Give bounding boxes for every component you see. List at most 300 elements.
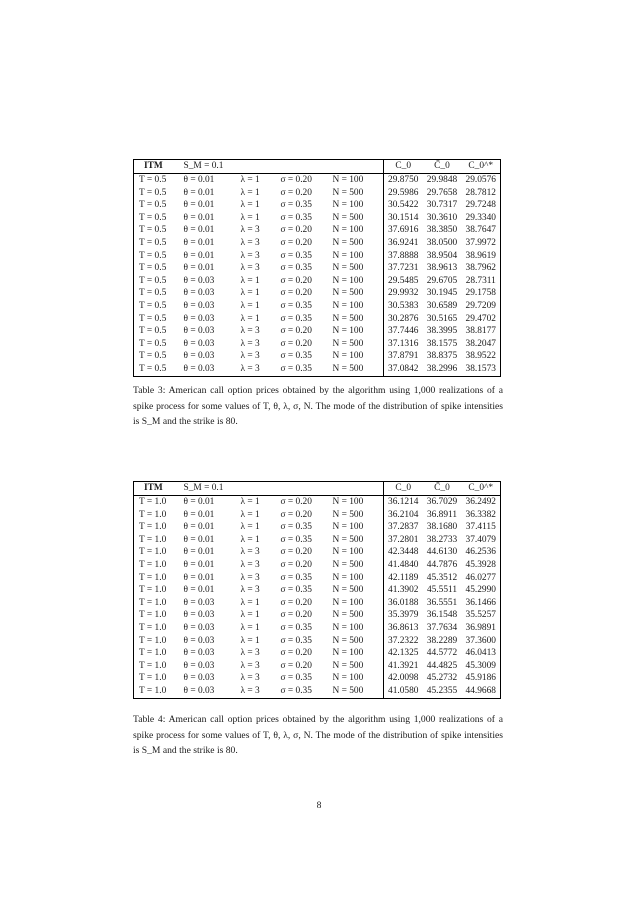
maturity-cell: T = 1.0	[134, 672, 184, 685]
table-row	[134, 660, 501, 673]
c0-cell: 41.0580	[384, 685, 423, 698]
lambda-cell: λ = 1	[240, 175, 260, 185]
c0-star-cell: 37.3600	[462, 635, 501, 648]
c0-cell: 37.2837	[384, 521, 423, 534]
table-row	[134, 496, 501, 509]
theta-cell: θ = 0.01	[183, 572, 215, 583]
c0-star-cell: 46.0413	[462, 647, 501, 660]
c0-bar-cell: 38.1575	[426, 338, 458, 349]
lambda-cell: λ = 3	[240, 585, 260, 596]
n-cell: N = 500	[332, 288, 364, 299]
n-cell: N = 500	[332, 509, 364, 520]
n-cell: N = 500	[332, 187, 364, 198]
maturity-cell: T = 1.0	[134, 546, 184, 559]
n-cell: N = 500	[332, 585, 364, 596]
c0-cell: 41.4840	[384, 559, 423, 572]
lambda-cell: λ = 1	[240, 622, 260, 633]
c0-bar-cell: 30.1945	[426, 288, 458, 299]
c0-star-cell: 38.1573	[462, 363, 501, 376]
c0-cell: 42.0098	[384, 672, 423, 685]
maturity-cell: T = 0.5	[134, 363, 184, 376]
table-row	[134, 609, 501, 622]
c0-bar-cell: 38.1680	[426, 522, 458, 533]
sigma-cell: σ = 0.35	[280, 534, 312, 545]
header-c0: C_0	[384, 482, 423, 496]
sigma-cell: σ = 0.20	[280, 509, 312, 520]
table-row	[134, 559, 501, 572]
header-c0-star: C_0^*	[462, 482, 501, 496]
lambda-cell: λ = 1	[240, 200, 260, 211]
lambda-cell: λ = 3	[240, 338, 260, 349]
c0-star-cell: 38.8177	[462, 325, 501, 338]
maturity-cell: T = 0.5	[134, 199, 184, 212]
sigma-cell: σ = 0.20	[280, 237, 312, 248]
maturity-cell: T = 0.5	[134, 338, 184, 351]
header-c0-bar: C̄_0	[423, 482, 462, 496]
theta-cell: θ = 0.03	[183, 351, 215, 362]
c0-cell: 30.5383	[384, 300, 423, 313]
c0-cell: 42.1189	[384, 572, 423, 585]
sigma-cell: σ = 0.35	[280, 263, 312, 274]
c0-cell: 36.8613	[384, 622, 423, 635]
lambda-cell: λ = 1	[240, 534, 260, 545]
c0-star-cell: 38.7962	[462, 262, 501, 275]
sigma-cell: σ = 0.35	[280, 522, 312, 533]
c0-cell: 37.8888	[384, 250, 423, 263]
table-row	[134, 350, 501, 363]
table-4	[133, 481, 500, 699]
maturity-cell: T = 1.0	[134, 660, 184, 673]
maturity-cell: T = 1.0	[134, 509, 184, 522]
maturity-cell: T = 0.5	[134, 262, 184, 275]
table-row	[134, 509, 501, 522]
lambda-cell: λ = 1	[240, 275, 260, 286]
c0-bar-cell: 38.2733	[426, 534, 458, 545]
c0-bar-cell: 44.4825	[426, 660, 458, 671]
theta-cell: θ = 0.01	[183, 250, 215, 261]
c0-bar-cell: 36.1548	[426, 610, 458, 621]
n-cell: N = 500	[332, 635, 364, 646]
c0-star-cell: 45.9186	[462, 672, 501, 685]
n-cell: N = 500	[333, 363, 384, 376]
maturity-cell: T = 1.0	[134, 622, 184, 635]
table-3-grid	[133, 159, 501, 377]
sigma-cell: σ = 0.20	[280, 497, 312, 507]
table-row	[134, 534, 501, 547]
sigma-cell: σ = 0.20	[280, 547, 312, 558]
c0-star-cell: 29.3340	[462, 212, 501, 225]
c0-cell: 36.0188	[384, 597, 423, 610]
c0-cell: 37.7446	[384, 325, 423, 338]
c0-bar-cell: 44.6130	[426, 547, 458, 558]
header-itm: ITM	[134, 482, 184, 496]
n-cell: N = 500	[332, 660, 364, 671]
lambda-cell: λ = 1	[240, 597, 260, 608]
c0-bar-cell: 44.5772	[426, 648, 458, 659]
theta-cell: θ = 0.01	[183, 200, 215, 211]
table-row	[134, 521, 501, 534]
theta-cell: θ = 0.01	[183, 175, 215, 185]
table-row	[134, 622, 501, 635]
sigma-cell: σ = 0.35	[280, 250, 312, 261]
n-cell: N = 500	[332, 263, 364, 274]
theta-cell: θ = 0.01	[183, 585, 215, 596]
c0-cell: 37.7231	[384, 262, 423, 275]
n-cell: N = 100	[332, 175, 364, 185]
c0-star-cell: 44.9668	[462, 685, 501, 698]
c0-star-cell: 38.9619	[462, 250, 501, 263]
header-c0-bar: C̄_0	[423, 160, 462, 174]
c0-cell: 30.5422	[384, 199, 423, 212]
table-row	[134, 224, 501, 237]
c0-star-cell: 36.3382	[462, 509, 501, 522]
c0-cell: 29.8750	[384, 174, 423, 187]
theta-cell: θ = 0.01	[183, 559, 215, 570]
table-row	[134, 174, 501, 187]
theta-cell: θ = 0.03	[183, 635, 215, 646]
lambda-cell: λ = 3	[240, 572, 260, 583]
c0-star-cell: 36.9891	[462, 622, 501, 635]
maturity-cell: T = 1.0	[134, 521, 184, 534]
lambda-cell: λ = 3	[241, 685, 281, 698]
table-row	[134, 363, 501, 376]
lambda-cell: λ = 3	[240, 326, 260, 337]
sigma-cell: σ = 0.20	[280, 559, 312, 570]
c0-bar-cell: 29.7658	[426, 187, 458, 198]
c0-bar-cell: 36.7029	[426, 497, 458, 507]
lambda-cell: λ = 1	[240, 300, 260, 311]
maturity-cell: T = 0.5	[134, 275, 184, 288]
theta-cell: θ = 0.01	[183, 547, 215, 558]
sigma-cell: σ = 0.20	[280, 660, 312, 671]
c0-cell: 42.1325	[384, 647, 423, 660]
c0-cell: 30.2876	[384, 313, 423, 326]
sigma-cell: σ = 0.35	[280, 313, 312, 324]
table-row	[134, 262, 501, 275]
c0-bar-cell: 45.5511	[426, 585, 458, 596]
theta-cell: θ = 0.01	[183, 212, 215, 223]
lambda-cell: λ = 3	[240, 250, 260, 261]
n-cell: N = 500	[332, 237, 364, 248]
header-c0: C_0	[384, 160, 423, 174]
sigma-cell: σ = 0.20	[280, 175, 312, 185]
n-cell: N = 100	[332, 250, 364, 261]
c0-star-cell: 29.4702	[462, 313, 501, 326]
table-row	[134, 187, 501, 200]
sigma-cell: σ = 0.20	[280, 648, 312, 659]
c0-bar-cell: 38.2289	[426, 635, 458, 646]
theta-cell: θ = 0.03	[184, 685, 241, 698]
table-row	[134, 672, 501, 685]
theta-cell: θ = 0.03	[183, 648, 215, 659]
c0-star-cell: 38.7647	[462, 224, 501, 237]
maturity-cell: T = 1.0	[134, 597, 184, 610]
c0-star-cell: 37.9972	[462, 237, 501, 250]
c0-bar-cell: 30.6589	[426, 300, 458, 311]
c0-star-cell: 28.7311	[462, 275, 501, 288]
n-cell: N = 500	[332, 534, 364, 545]
c0-bar-cell: 29.9848	[426, 175, 458, 185]
lambda-cell: λ = 3	[241, 363, 281, 376]
theta-cell: θ = 0.03	[184, 363, 241, 376]
theta-cell: θ = 0.03	[183, 622, 215, 633]
maturity-cell: T = 1.0	[134, 559, 184, 572]
theta-cell: θ = 0.01	[183, 522, 215, 533]
lambda-cell: λ = 1	[240, 635, 260, 646]
sigma-cell: σ = 0.20	[280, 225, 312, 236]
lambda-cell: λ = 3	[240, 547, 260, 558]
sigma-cell: σ = 0.20	[280, 187, 312, 198]
table-3-header-row	[134, 160, 501, 174]
theta-cell: θ = 0.01	[183, 225, 215, 236]
c0-bar-cell: 44.7876	[426, 559, 458, 570]
table-row	[134, 199, 501, 212]
theta-cell: θ = 0.01	[183, 509, 215, 520]
theta-cell: θ = 0.01	[183, 263, 215, 274]
n-cell: N = 100	[332, 275, 364, 286]
n-cell: N = 500	[332, 559, 364, 570]
theta-cell: θ = 0.03	[183, 610, 215, 621]
theta-cell: θ = 0.03	[183, 300, 215, 311]
c0-star-cell: 29.1758	[462, 287, 501, 300]
table-row	[134, 313, 501, 326]
c0-bar-cell: 36.8911	[426, 509, 458, 520]
c0-cell: 36.9241	[384, 237, 423, 250]
c0-cell: 41.3902	[384, 584, 423, 597]
table-row	[134, 597, 501, 610]
maturity-cell: T = 0.5	[134, 212, 184, 225]
c0-bar-cell: 38.9613	[426, 263, 458, 274]
sigma-cell: σ = 0.20	[280, 326, 312, 337]
theta-cell: θ = 0.01	[183, 497, 215, 507]
maturity-cell: T = 0.5	[134, 287, 184, 300]
c0-cell: 36.2104	[384, 509, 423, 522]
maturity-cell: T = 0.5	[134, 250, 184, 263]
n-cell: N = 100	[332, 522, 364, 533]
lambda-cell: λ = 3	[240, 237, 260, 248]
sigma-cell: σ = 0.35	[280, 212, 312, 223]
c0-cell: 37.6916	[384, 224, 423, 237]
n-cell: N = 100	[332, 622, 364, 633]
sigma-cell: σ = 0.35	[280, 673, 312, 684]
sigma-cell: σ = 0.20	[280, 597, 312, 608]
c0-bar-cell: 38.3995	[426, 326, 458, 337]
sigma-cell: σ = 0.35	[281, 685, 333, 698]
n-cell: N = 100	[332, 572, 364, 583]
c0-bar-cell: 38.0500	[426, 237, 458, 248]
header-mode: S_M = 0.1	[184, 482, 384, 496]
table-4-grid	[133, 481, 501, 699]
n-cell: N = 100	[332, 547, 364, 558]
theta-cell: θ = 0.03	[183, 288, 215, 299]
c0-cell: 37.2801	[384, 534, 423, 547]
lambda-cell: λ = 3	[240, 225, 260, 236]
theta-cell: θ = 0.03	[183, 338, 215, 349]
table-4-body	[134, 496, 501, 699]
theta-cell: θ = 0.03	[183, 673, 215, 684]
c0-bar-cell: 45.2355	[423, 685, 462, 698]
c0-cell: 37.0842	[384, 363, 423, 376]
c0-bar-cell: 38.3850	[426, 225, 458, 236]
c0-cell: 36.1214	[384, 496, 423, 509]
table-row	[134, 572, 501, 585]
sigma-cell: σ = 0.35	[280, 200, 312, 211]
table-row	[134, 212, 501, 225]
header-itm: ITM	[134, 160, 184, 174]
c0-star-cell: 45.2990	[462, 584, 501, 597]
c0-cell: 29.5986	[384, 187, 423, 200]
n-cell: N = 100	[332, 351, 364, 362]
maturity-cell: T = 1.0	[134, 647, 184, 660]
lambda-cell: λ = 1	[240, 313, 260, 324]
c0-star-cell: 38.9522	[462, 350, 501, 363]
sigma-cell: σ = 0.35	[280, 622, 312, 633]
lambda-cell: λ = 1	[240, 497, 260, 507]
sigma-cell: σ = 0.35	[280, 572, 312, 583]
c0-cell: 37.2322	[384, 635, 423, 648]
c0-bar-cell: 38.2996	[423, 363, 462, 376]
lambda-cell: λ = 1	[240, 509, 260, 520]
c0-cell: 35.3979	[384, 609, 423, 622]
lambda-cell: λ = 1	[240, 522, 260, 533]
lambda-cell: λ = 1	[240, 212, 260, 223]
theta-cell: θ = 0.01	[183, 237, 215, 248]
maturity-cell: T = 1.0	[134, 609, 184, 622]
c0-bar-cell: 30.3610	[426, 212, 458, 223]
maturity-cell: T = 0.5	[134, 237, 184, 250]
maturity-cell: T = 1.0	[134, 685, 184, 698]
n-cell: N = 100	[332, 326, 364, 337]
c0-cell: 37.8791	[384, 350, 423, 363]
n-cell: N = 100	[332, 648, 364, 659]
c0-bar-cell: 38.8375	[426, 351, 458, 362]
table-row	[134, 338, 501, 351]
c0-star-cell: 45.3009	[462, 660, 501, 673]
c0-star-cell: 36.2492	[462, 496, 501, 509]
sigma-cell: σ = 0.20	[280, 288, 312, 299]
maturity-cell: T = 1.0	[134, 635, 184, 648]
c0-star-cell: 37.4079	[462, 534, 501, 547]
c0-star-cell: 36.1466	[462, 597, 501, 610]
c0-star-cell: 46.2536	[462, 546, 501, 559]
page-number: 8	[316, 800, 322, 811]
c0-bar-cell: 45.3512	[426, 572, 458, 583]
n-cell: N = 500	[332, 338, 364, 349]
c0-cell: 30.1514	[384, 212, 423, 225]
n-cell: N = 100	[332, 673, 364, 684]
n-cell: N = 100	[332, 597, 364, 608]
maturity-cell: T = 1.0	[134, 572, 184, 585]
c0-bar-cell: 37.7634	[426, 622, 458, 633]
maturity-cell: T = 0.5	[134, 313, 184, 326]
table-row	[134, 287, 501, 300]
sigma-cell: σ = 0.35	[280, 300, 312, 311]
maturity-cell: T = 0.5	[134, 224, 184, 237]
lambda-cell: λ = 3	[240, 648, 260, 659]
maturity-cell: T = 1.0	[134, 496, 184, 509]
table-3	[133, 159, 500, 377]
maturity-cell: T = 0.5	[134, 325, 184, 338]
c0-star-cell: 46.0277	[462, 572, 501, 585]
table-4-header-row	[134, 482, 501, 496]
table-4-caption: Table 4: American call option prices obtained by the algorithm using 1,000 realizations of a spike process for some values of T, θ, λ, σ, N. The mode of the distribution of spike intensities is S_M and the strike is 80.	[133, 714, 503, 756]
sigma-cell: σ = 0.35	[281, 363, 333, 376]
maturity-cell: T = 1.0	[134, 534, 184, 547]
sigma-cell: σ = 0.20	[280, 610, 312, 621]
c0-cell: 41.3921	[384, 660, 423, 673]
c0-star-cell: 28.7812	[462, 187, 501, 200]
table-row	[134, 584, 501, 597]
maturity-cell: T = 1.0	[134, 584, 184, 597]
maturity-cell: T = 0.5	[134, 187, 184, 200]
theta-cell: θ = 0.01	[183, 534, 215, 545]
maturity-cell: T = 0.5	[134, 174, 184, 187]
table-row	[134, 300, 501, 313]
theta-cell: θ = 0.03	[183, 313, 215, 324]
n-cell: N = 100	[332, 200, 364, 211]
c0-bar-cell: 30.7317	[426, 200, 458, 211]
c0-cell: 29.5485	[384, 275, 423, 288]
lambda-cell: λ = 3	[240, 673, 260, 684]
theta-cell: θ = 0.03	[183, 326, 215, 337]
table-row	[134, 250, 501, 263]
sigma-cell: σ = 0.20	[280, 275, 312, 286]
lambda-cell: λ = 1	[240, 610, 260, 621]
c0-cell: 29.9932	[384, 287, 423, 300]
c0-star-cell: 29.7248	[462, 199, 501, 212]
c0-bar-cell: 36.5551	[426, 597, 458, 608]
table-row	[134, 635, 501, 648]
table-row	[134, 325, 501, 338]
c0-star-cell: 29.0576	[462, 174, 501, 187]
theta-cell: θ = 0.03	[183, 660, 215, 671]
sigma-cell: σ = 0.35	[280, 351, 312, 362]
n-cell: N = 100	[332, 497, 364, 507]
theta-cell: θ = 0.03	[183, 275, 215, 286]
n-cell: N = 500	[332, 610, 364, 621]
c0-star-cell: 45.3928	[462, 559, 501, 572]
c0-cell: 42.3448	[384, 546, 423, 559]
c0-star-cell: 37.4115	[462, 521, 501, 534]
c0-cell: 37.1316	[384, 338, 423, 351]
table-row	[134, 275, 501, 288]
sigma-cell: σ = 0.35	[280, 635, 312, 646]
lambda-cell: λ = 3	[240, 263, 260, 274]
c0-bar-cell: 29.6705	[426, 275, 458, 286]
lambda-cell: λ = 3	[240, 559, 260, 570]
n-cell: N = 100	[332, 225, 364, 236]
table-row	[134, 546, 501, 559]
c0-star-cell: 38.2047	[462, 338, 501, 351]
lambda-cell: λ = 3	[240, 660, 260, 671]
table-row	[134, 685, 501, 698]
theta-cell: θ = 0.01	[183, 187, 215, 198]
lambda-cell: λ = 1	[240, 288, 260, 299]
table-3-body	[134, 174, 501, 377]
c0-star-cell: 29.7209	[462, 300, 501, 313]
sigma-cell: σ = 0.20	[280, 338, 312, 349]
theta-cell: θ = 0.03	[183, 597, 215, 608]
header-c0-star: C_0^*	[462, 160, 501, 174]
c0-star-cell: 35.5257	[462, 609, 501, 622]
n-cell: N = 500	[333, 685, 384, 698]
table-3-caption: Table 3: American call option prices obtained by the algorithm using 1,000 realizations of a spike process for some values of T, θ, λ, σ, N. The mode of the distribution of spike intensities is S_M and the strike is 80.	[133, 385, 503, 427]
table-row	[134, 237, 501, 250]
sigma-cell: σ = 0.35	[280, 585, 312, 596]
n-cell: N = 100	[332, 300, 364, 311]
maturity-cell: T = 0.5	[134, 300, 184, 313]
c0-bar-cell: 38.9504	[426, 250, 458, 261]
